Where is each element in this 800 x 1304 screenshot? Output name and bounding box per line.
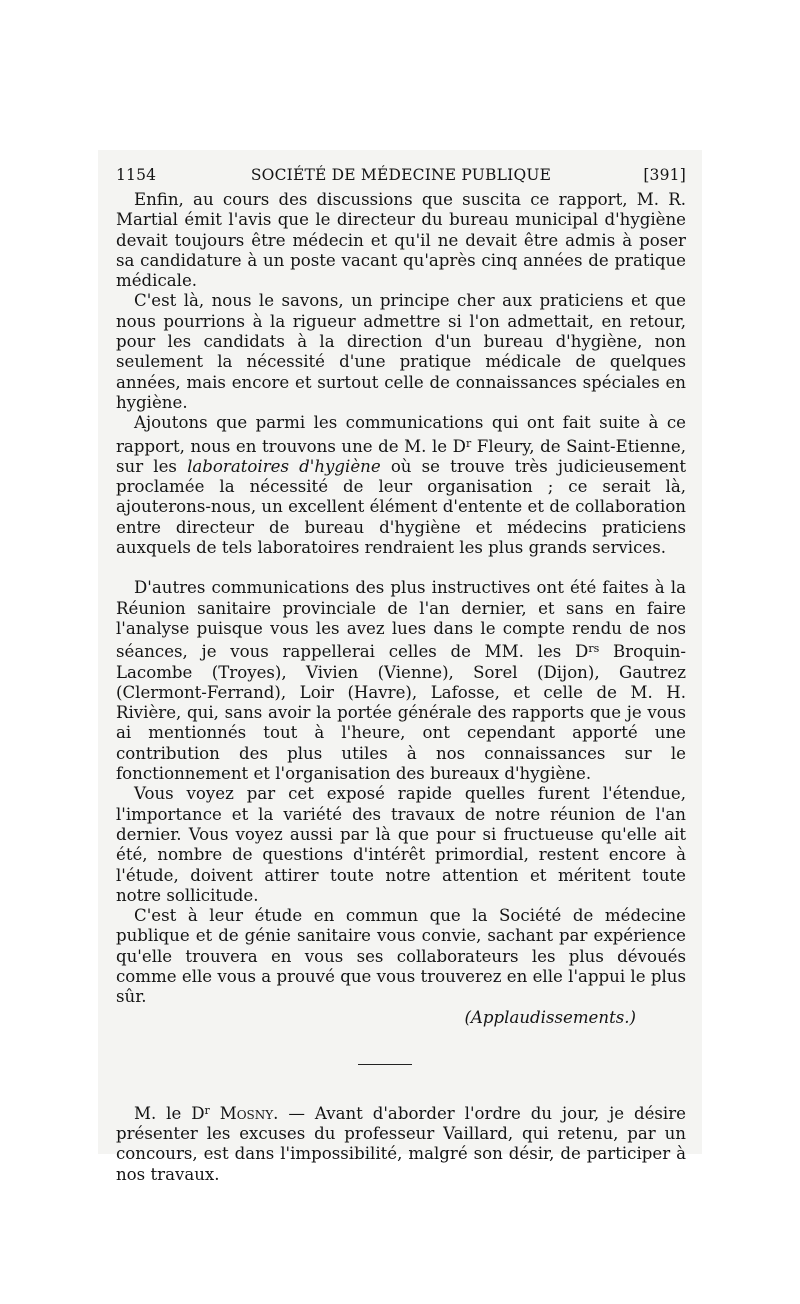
paragraph-spacer — [116, 558, 686, 578]
paragraph-laboratories-part-1: Ajoutons que parmi les communications qui ont fait suite à ce rapport, nous en trouvons une de M. le D — [116, 413, 686, 456]
speaker-name: Mosny. — [209, 1103, 279, 1123]
paragraph-principle: C'est là, nous le savons, un principe cher aux praticiens et que nous pourrions à la rigueur admettre si l'on admettait, en retour, pour les candidats à la direction d'un bureau d'hygiène, non seulement la nécessité d'une pratique médicale de quelques années, mais encore et surtout celle de connaissances spéciales en hygiène. — [116, 291, 686, 412]
applause-note: (Applaudissements.) — [464, 1007, 636, 1027]
speaker-superscript: r — [204, 1103, 210, 1117]
italic-laboratoires: laboratoires d'hygiène — [187, 456, 381, 476]
paragraph-mosny — [116, 1101, 686, 1185]
paragraph-invitation: C'est à leur étude en commun que la Société de médecine publique et de génie sanitaire vous convie, sachant par expérience qu'elle trouvera en vous ses collaborateurs les plus dévoués comme elle vous a prouvé que vous trouverez en elle l'appui le plus sûr. — [116, 906, 686, 1007]
doctors-superscript: rs — [588, 642, 600, 656]
doctor-superscript: r — [465, 436, 472, 450]
paragraph-laboratories — [116, 413, 686, 558]
paragraph-martial: Enfin, au cours des discussions que suscita ce rapport, M. R. Martial émit l'avis que le directeur du bureau municipal d'hygiène devait toujours être médecin et qu'il ne devait être admis à poser sa candidature à un poste vacant qu'après cinq années de pratique médicale. — [116, 190, 686, 291]
document-page — [116, 162, 686, 1185]
paragraph-communications — [116, 578, 686, 784]
page-number: 1154 — [116, 166, 157, 184]
paragraph-communications-part-2: Broquin-Lacombe (Troyes), Vivien (Vienne), Sorel (Dijon), Gautrez (Clermont-Ferrand), Loir (Havre), Lafosse, et celle de M. H. Rivière, qui, sans avoir la portée générale des rapports que je vous ai mentionnés tout à l'heure, ont cependant apporté une contribution des plus utiles à nos connaissances sur le fonctionnement et l'organisation des bureaux d'hygiène. — [116, 642, 686, 784]
running-header — [116, 162, 686, 190]
paragraph-summary: Vous voyez par cet exposé rapide quelles furent l'étendue, l'importance et la variété des travaux de notre réunion de l'an dernier. Vous voyez aussi par là que pour si fructueuse qu'elle ait été, nombre de questions d'intérêt primordial, restent encore à l'étude, doivent attirer toute notre attention et méritent toute notre sollicitude. — [116, 784, 686, 905]
folio-number: [391] — [643, 166, 686, 184]
paragraph-laboratories-part-3: où se trouve très judicieusement proclamée la nécessité de leur organisation ; ce serait là, ajouterons-nous, un excellent élément d'entente et de collaboration entre directeur de bureau d'hygiène et médecins praticiens auxquels de tels laboratoires rendraient les plus grands services. — [116, 456, 687, 558]
paragraph-laboratories-part-2: Fleury, de Saint-Etienne, sur les — [116, 436, 686, 476]
paragraph-communications-part-1: D'autres communications des plus instructives ont été faites à la Réunion sanitaire provinciale de l'an dernier, et sans en faire l'analyse puisque vous les avez lues dans le compte rendu de nos séances, je vous rappellerai celles de MM. les D — [116, 578, 686, 662]
running-title: SOCIÉTÉ DE MÉDECINE PUBLIQUE — [250, 166, 552, 184]
speaker-prefix: M. le D — [134, 1103, 205, 1123]
section-spacer — [116, 1065, 686, 1101]
paragraph-mosny-body: — Avant d'aborder l'ordre du jour, je désire présenter les excuses du professeur Vaillard, qui retenu, par un concours, est dans l'impossibilité, malgré son désir, de participer à nos travaux. — [116, 1103, 686, 1184]
